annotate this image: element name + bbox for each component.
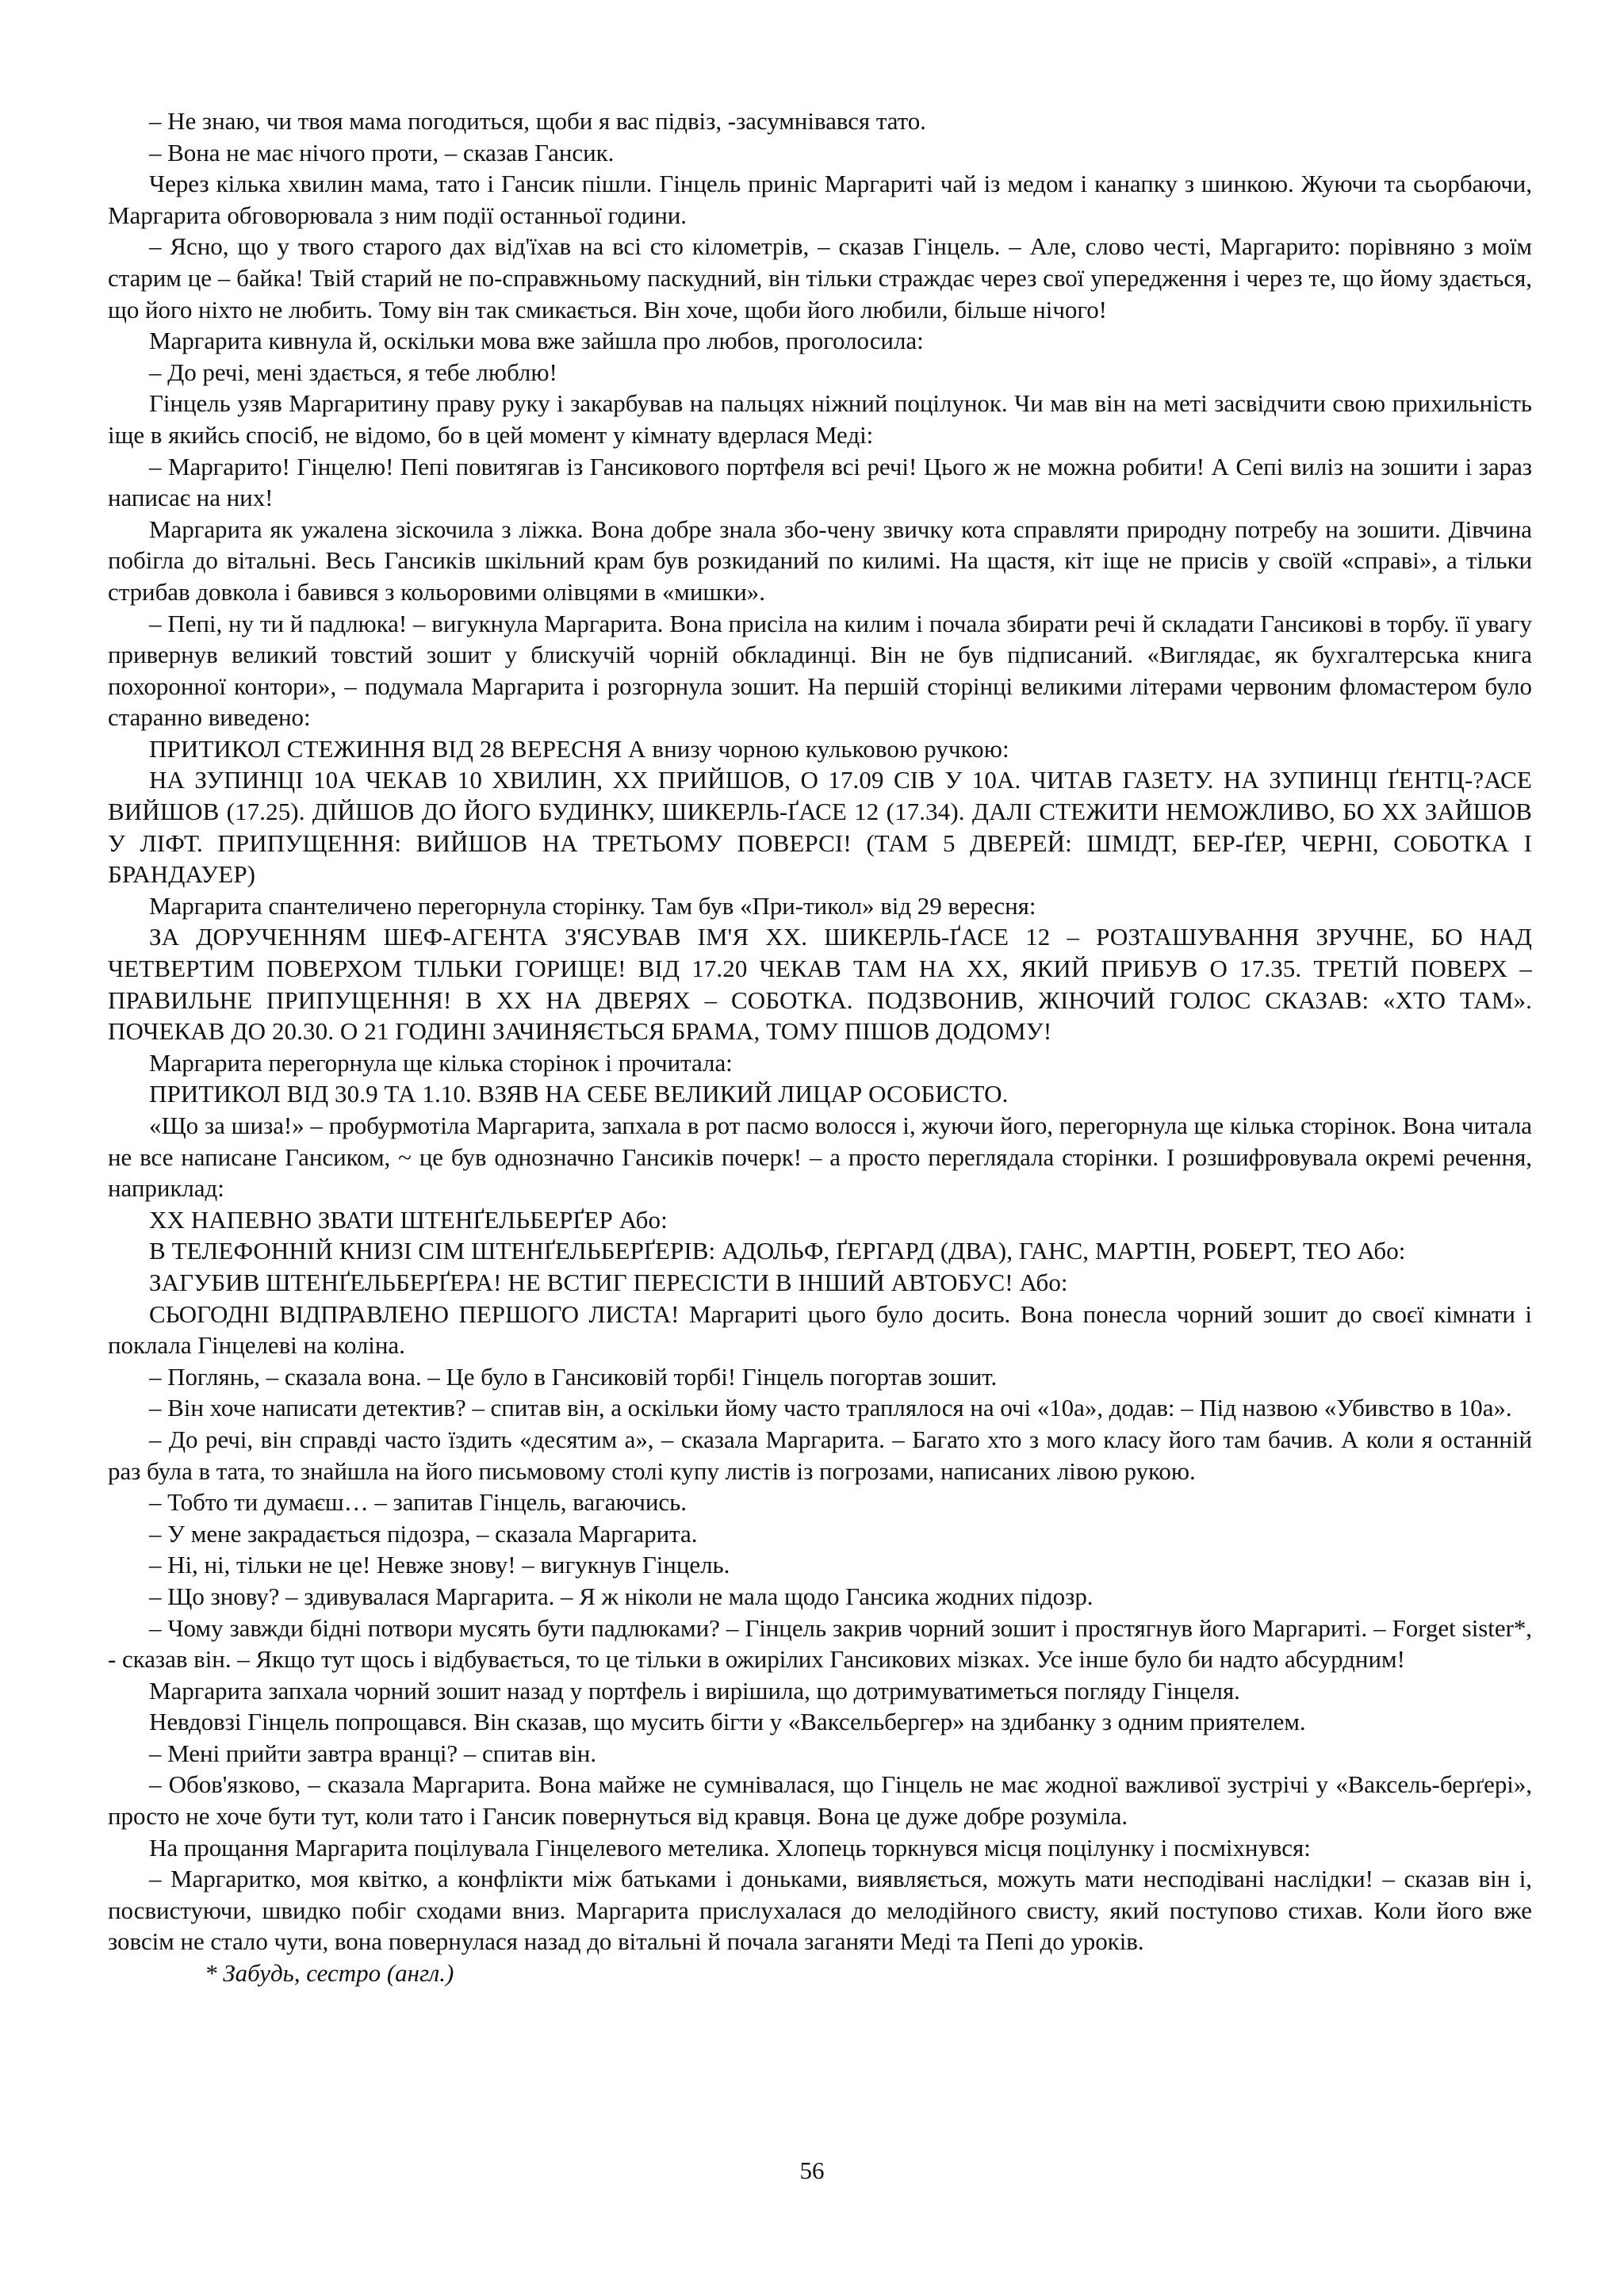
notebook-entry: ЗАГУБИВ ШТЕНҐЕЛЬБЕРҐЕРА! НЕ ВСТИГ ПЕРЕСІСТИ В ІНШИЙ АВТОБУС! Або: (149, 1268, 1068, 1296)
paragraph: – Тобто ти думаєш… – запитав Гінцель, вагаючись. (149, 1488, 687, 1517)
paragraph: Маргарита перегорнула ще кілька сторінок і прочитала: (149, 1048, 733, 1077)
notebook-entry: ЗА ДОРУЧЕННЯМ ШЕФ-АГЕНТА З'ЯСУВАВ ІМ'Я ХХ. ШИКЕРЛЬ-ҐАСЕ 12 – РОЗТАШУВАННЯ ЗРУЧНЕ, БО НАД ЧЕТВЕРТИМ ПОВЕРХОМ ТІЛЬКИ ГОРИЩЕ! ВІД 17.20 ЧЕКАВ ТАМ НА ХХ, ЯКИЙ ПРИБУВ О 17.35. ТРЕТІЙ ПОВЕРХ – ПРАВИЛЬНЕ ПРИПУЩЕННЯ! В ХХ НА ДВЕРЯХ – СОБОТКА. ПОДЗВОНИВ, ЖІНОЧИЙ ГОЛОС СКАЗАВ: «ХТО ТАМ». ПОЧЕКАВ ДО 20.30. О 21 ГОДИНІ ЗАЧИНЯЄТЬСЯ БРАМА, ТОМУ ПІШОВ ДОДОМУ! (108, 923, 1532, 1046)
notebook-entry: НА ЗУПИНЦІ 10А ЧЕКАВ 10 ХВИЛИН, ХХ ПРИЙШОВ, О 17.09 СІВ У 10А. ЧИТАВ ГАЗЕТУ. НА ЗУПИНЦІ ҐЕНТЦ-?АСЕ ВИЙШОВ (17.25). ДІЙШОВ ДО ЙОГО БУДИНКУ, ШИКЕРЛЬ-ҐАСЕ 12 (17.34). ДАЛІ СТЕЖИТИ НЕМОЖЛИВО, БО ХХ ЗАЙШОВ У ЛІФТ. ПРИПУЩЕННЯ: ВИЙШОВ НА ТРЕТЬОМУ ПОВЕРСІ! (ТАМ 5 ДВЕРЕЙ: ШМІДТ, БЕР-ҐЕР, ЧЕРНІ, СОБОТКА І БРАНДАУЕР) (108, 766, 1532, 889)
paragraph: – До речі, мені здається, я тебе люблю! (149, 358, 557, 386)
notebook-heading: ПРИТИКОЛ ВІД 30.9 ТА 1.10. ВЗЯВ НА СЕБЕ ВЕЛИКИЙ ЛИЦАР ОСОБИСТО. (149, 1080, 1009, 1108)
paragraph: Маргарита кивнула й, оскільки мова вже зайшла про любов, проголосила: (149, 327, 924, 355)
notebook-entry: В ТЕЛЕФОННІЙ КНИЗІ СІМ ШТЕНҐЕЛЬБЕРҐЕРІВ: АДОЛЬФ, ҐЕРГАРД (ДВА), ГАНС, МАРТІН, РОБЕРТ, ТЕО Або: (149, 1237, 1406, 1265)
paragraph: – Мені прийти завтра вранці? – спитав він. (149, 1739, 597, 1767)
paragraph: – Він хоче написати детектив? – спитав він, а оскільки йому часто траплялося на очі «10а», додав: – Під назвою «Убивство в 10а». (149, 1394, 1512, 1422)
paragraph: Через кілька хвилин мама, тато і Гансик пішли. Гінцель приніс Маргариті чай із медом і канапку з шинкою. Жуючи та сьорбаючи, Маргарита обговорювала з ним події останньої години. (108, 170, 1532, 229)
paragraph: – Чому завжди бідні потвори мусять бути падлюками? – Гінцель закрив чорний зошит і простягнув його Маргариті. – Forget sister*, - сказав він. – Якщо тут щось і відбувається, то це тільки в ожирілих Гансикових мізках. Усе інше було би надто абсурдним! (108, 1613, 1532, 1674)
paragraph: Невдовзі Гінцель попрощався. Він сказав, що мусить бігти у «Ваксельбергер» на здибанку з одним приятелем. (149, 1708, 1306, 1736)
notebook-heading: ПРИТИКОЛ СТЕЖИННЯ ВІД 28 ВЕРЕСНЯ А внизу чорною кульковою ручкою: (149, 734, 1009, 763)
paragraph: – Вона не має нічого проти, – сказав Гансик. (149, 138, 615, 166)
paragraph: – Поглянь, – сказала вона. – Це було в Гансиковій торбі! Гінцель погортав зошит. (149, 1362, 998, 1391)
paragraph: – Що знову? – здивувалася Маргарита. – Я ж ніколи не мала щодо Гансика жодних підозр. (149, 1582, 1094, 1610)
page-number: 56 (799, 2156, 825, 2184)
paragraph: Гінцель узяв Маргаритину праву руку і закарбував на пальцях ніжний поцілунок. Чи мав він на меті засвідчити свою прихильність іще в якийсь спосіб, не відомо, бо в цей момент у кімнату вдерлася Меді: (108, 389, 1532, 449)
paragraph: – Ясно, що у твого старого дах від'їхав на всі сто кілометрів, – сказав Гінцель. – Але, слово честі, Маргарито: порівняно з моїм старим це – байка! Твій старий не по-справжньому паскудний, він тільки страждає через свої упередження і через те, що йому здається, що його ніхто не любить. Тому він так смикається. Він хоче, щоби його любили, більше нічого! (108, 232, 1532, 323)
paragraph: На прощання Маргарита поцілувала Гінцелевого метелика. Хлопець торкнувся місця поцілунку і посміхнувся: (149, 1833, 1311, 1862)
footnote: * Забудь, сестро (англ.) (205, 1959, 454, 1988)
paragraph: «Що за шиза!» – пробурмотіла Маргарита, запхала в рот пасмо волосся і, жуючи його, перегорнула ще кілька сторінок. Вона читала не все написане Гансиком, ~ це був однозначно Гансиків почерк! – а просто переглядала сторінки. І розшифровувала окремі речення, наприклад: (108, 1112, 1532, 1203)
paragraph: Маргарита як ужалена зіскочила з ліжка. Вона добре знала збо-чену звичку кота справляти природну потребу на зошити. Дівчина побігла до вітальні. Весь Гансиків шкільний крам був розкиданий по килимі. На щастя, кіт іще не присів у своїй «справі», а тільки стрибав довкола і бавився з кольоровими олівцями в «мишки». (108, 515, 1532, 606)
paragraph: – Не знаю, чи твоя мама погодиться, щоби я вас підвіз, -засумнівався тато. (149, 107, 926, 135)
paragraph: – Ні, ні, тільки не це! Невже знову! – вигукнув Гінцель. (149, 1551, 730, 1579)
paragraph: – У мене закрадається підозра, – сказала Маргарита. (149, 1519, 698, 1548)
paragraph: – Маргарито! Гінцелю! Пепі повитягав із Гансикового портфеля всі речі! Цього ж не можна робити! А Сепі виліз на зошити і зараз написає на них! (108, 452, 1532, 512)
paragraph: – Обов'язково, – сказала Маргарита. Вона майже не сумнівалася, що Гінцель не має жодної важливої зустрічі у «Ваксель-берґері», просто не хоче бути тут, коли тато і Гансик повернуться від кравця. Вона це дуже добре розуміла. (108, 1770, 1532, 1831)
notebook-entry: ХХ НАПЕВНО ЗВАТИ ШТЕНҐЕЛЬБЕРҐЕР Або: (149, 1205, 668, 1234)
page-body (108, 105, 1532, 1989)
paragraph: – До речі, він справді часто їздить «десятим а», – сказала Маргарита. – Багато хто з мого класу його там бачив. А коли я останній раз була в тата, то знайшла на його письмовому столі купу листів із погрозами, написаних лівою рукою. (108, 1425, 1532, 1485)
paragraph: – Пепі, ну ти й падлюка! – вигукнула Маргарита. Вона присіла на килим і почала збирати речі й складати Гансикові в торбу. її увагу привернув великий товстий зошит у блискучій чорній обкладинці. Він не був підписаний. «Виглядає, як бухгалтерська книга похоронної контори», – подумала Маргарита і розгорнула зошит. На першій сторінці великими літерами червоним фломастером було старанно виведено: (108, 609, 1532, 732)
paragraph: – Маргаритко, моя квітко, а конфлікти між батьками і доньками, виявляється, можуть мати несподівані наслідки! – сказав він і, посвистуючи, швидко побіг сходами вниз. Маргарита прислухалася до мелодійного свисту, який поступово стихав. Коли його вже зовсім не стало чути, вона повернулася назад до вітальні й почала заганяти Меді та Пепі до уроків. (108, 1865, 1532, 1956)
paragraph: Маргарита запхала чорний зошит назад у портфель і вирішила, що дотримуватиметься погляду Гінцеля. (149, 1676, 1240, 1705)
paragraph: Маргарита спантеличено перегорнула сторінку. Там був «При-тикол» від 29 вересня: (149, 891, 1036, 920)
paragraph: СЬОГОДНІ ВІДПРАВЛЕНО ПЕРШОГО ЛИСТА! Маргариті цього було досить. Вона понесла чорний зошит до своєї кімнати і поклала Гінцелеві на коліна. (108, 1299, 1532, 1360)
